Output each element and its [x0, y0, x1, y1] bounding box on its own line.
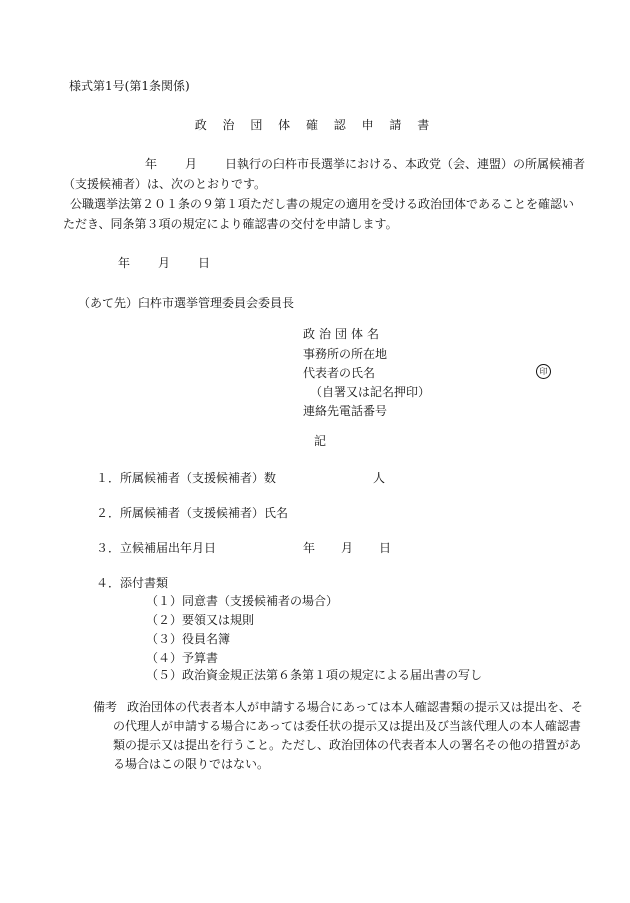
remarks-line-4: る場合はこの限りではない。: [113, 757, 270, 771]
item-3-label: ３．立候補届出年月日: [96, 541, 217, 555]
org-name-label: 政治団体名: [303, 327, 384, 341]
item-3-year: 年: [303, 541, 316, 555]
seal-mark: 印: [536, 364, 551, 379]
remarks-label: 備考: [93, 700, 118, 714]
signature-note: （自署又は記名押印）: [310, 385, 431, 399]
ki-heading: 記: [313, 434, 326, 448]
attachment-item: （２）要領又は規則: [146, 613, 255, 627]
form-number: 様式第1号(第1条関係): [69, 79, 190, 93]
item-1-unit: 人: [373, 471, 386, 485]
intro-line-3: 公職選挙法第２０１条の９第１項ただし書の規定の適用を受ける政治団体であることを確認い: [70, 197, 575, 211]
document-title: 政 治 団 体 確 認 申 請 書: [194, 118, 436, 132]
intro-line-1-rest: 日執行の臼杵市長選挙における、本政党（会、連盟）の所属候補者: [225, 157, 586, 171]
intro-month: 月: [185, 157, 198, 171]
item-2-label: ２．所属候補者（支援候補者）氏名: [96, 506, 289, 520]
attachment-item: （３）役員名簿: [146, 632, 231, 646]
representative-label: 代表者の氏名: [303, 366, 376, 380]
item-1-label: １．所属候補者（支援候補者）数: [96, 471, 277, 485]
intro-line-2: （支援候補者）は、次のとおりです。: [63, 177, 267, 191]
remarks-line-2: の代理人が申請する場合にあっては委任状の提示又は提出及び当該代理人の本人確認書: [113, 719, 581, 733]
item-3-month: 月: [341, 541, 354, 555]
item-4-label: ４．添付書類: [96, 576, 169, 590]
date-day: 日: [198, 256, 211, 270]
attachment-item: （４）予算書: [146, 651, 219, 665]
attachment-item: （１）同意書（支援候補者の場合）: [146, 594, 339, 608]
intro-year: 年: [145, 157, 158, 171]
item-3-date: [303, 541, 391, 555]
intro-line-4: ただき、同条第３項の規定により確認書の交付を申請します。: [63, 217, 398, 231]
intro-line-1: [145, 157, 585, 171]
phone-label: 連絡先電話番号: [303, 404, 388, 418]
item-3-day: 日: [379, 541, 392, 555]
attachment-item: （５）政治資金規正法第６条第１項の規定による届出書の写し: [146, 668, 483, 682]
date-month: 月: [158, 256, 171, 270]
date-year: 年: [118, 256, 131, 270]
application-date: [118, 256, 210, 270]
addressee: （あて先）臼杵市選挙管理委員会委員長: [78, 296, 295, 310]
remarks-line-3: 類の提示又は提出を行うこと。ただし、政治団体の代表者本人の署名その他の措置があ: [113, 738, 582, 752]
remarks-line-1: 政治団体の代表者本人が申請する場合にあっては本人確認書類の提示又は提出を、そ: [127, 700, 583, 714]
office-address-label: 事務所の所在地: [303, 347, 388, 361]
